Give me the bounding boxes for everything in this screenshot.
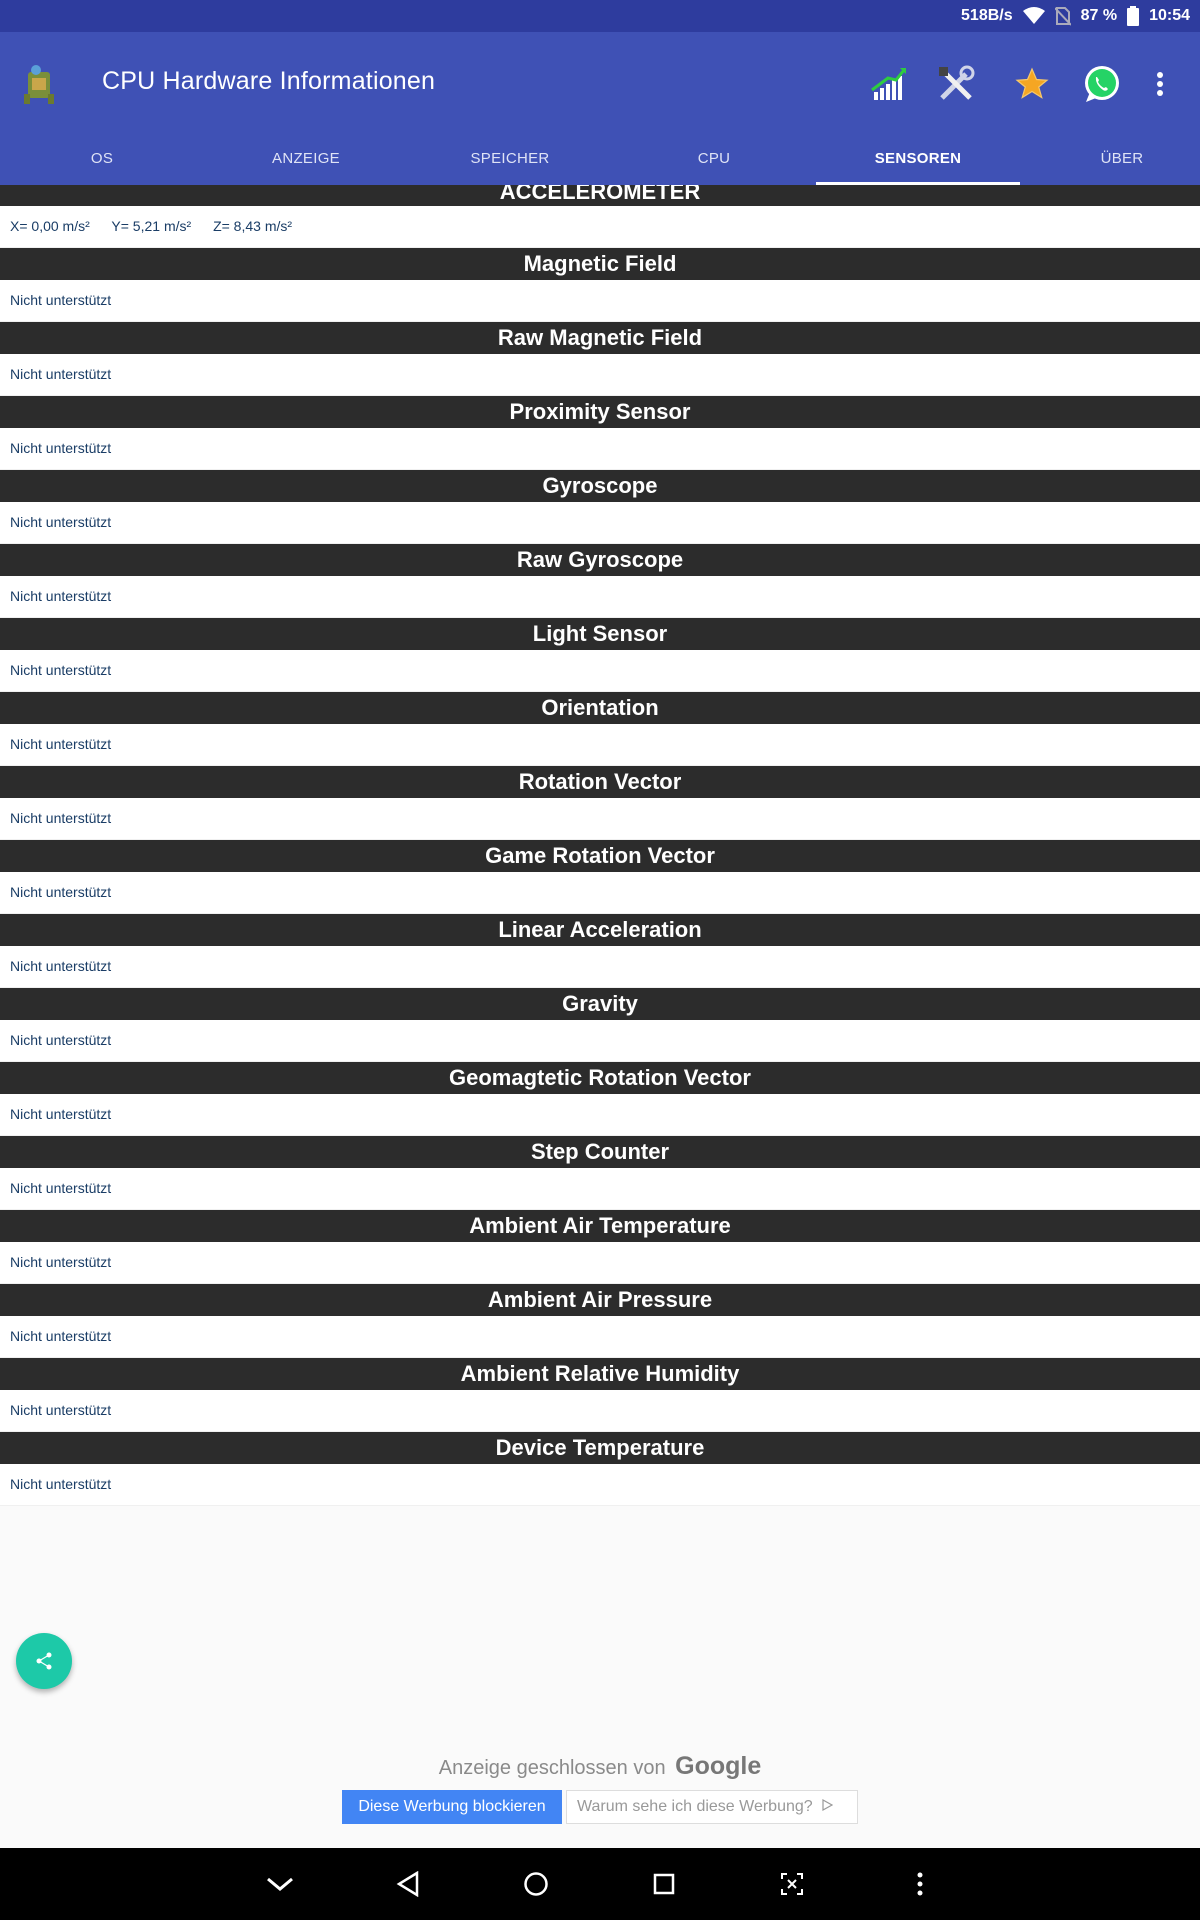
app-bar (0, 32, 1200, 185)
wifi-icon (1023, 7, 1045, 25)
google-brand: Google (675, 1752, 762, 1780)
section-header: Step Counter (0, 1136, 1200, 1168)
app-logo-icon (20, 62, 60, 106)
section-header: Proximity Sensor (0, 396, 1200, 428)
section-value: Nicht unterstützt (0, 1094, 1200, 1136)
section-header: Ambient Air Temperature (0, 1210, 1200, 1242)
why-ad-button[interactable] (566, 1790, 858, 1824)
why-ad-label: Warum sehe ich diese Werbung? (577, 1798, 813, 1815)
section-header: Rotation Vector (0, 766, 1200, 798)
section-header: Gravity (0, 988, 1200, 1020)
accel-y: Y= 5,21 m/s² (111, 218, 192, 234)
section-header: Device Temperature (0, 1432, 1200, 1464)
section-value: Nicht unterstützt (0, 1020, 1200, 1062)
tab-uber[interactable]: ÜBER (1100, 150, 1144, 167)
section-header: Game Rotation Vector (0, 840, 1200, 872)
section-header: Linear Acceleration (0, 914, 1200, 946)
system-nav-bar (0, 1848, 1200, 1920)
back-icon[interactable] (388, 1864, 428, 1904)
section-header: Raw Magnetic Field (0, 322, 1200, 354)
tools-icon[interactable] (932, 60, 980, 108)
tab-bar (0, 133, 1200, 185)
section-header: Magnetic Field (0, 248, 1200, 280)
block-ad-button[interactable]: Diese Werbung blockieren (342, 1790, 562, 1824)
section-value: Nicht unterstützt (0, 724, 1200, 766)
section-value: Nicht unterstützt (0, 502, 1200, 544)
section-header: Light Sensor (0, 618, 1200, 650)
section-header-accelerometer: ACCELEROMETER (0, 185, 1200, 206)
section-value: Nicht unterstützt (0, 1390, 1200, 1432)
accel-z: Z= 8,43 m/s² (213, 218, 293, 234)
section-value: Nicht unterstützt (0, 1168, 1200, 1210)
recents-icon[interactable] (644, 1864, 684, 1904)
share-button[interactable] (16, 1633, 72, 1689)
app-title: CPU Hardware Informationen (102, 67, 436, 95)
section-value: Nicht unterstützt (0, 280, 1200, 322)
net-speed: 518B/s (961, 7, 1013, 24)
section-header: Orientation (0, 692, 1200, 724)
accel-x: X= 0,00 m/s² (10, 218, 90, 234)
clock: 10:54 (1149, 7, 1190, 24)
section-value: Nicht unterstützt (0, 798, 1200, 840)
star-icon[interactable] (1008, 60, 1056, 108)
no-sim-icon (1055, 6, 1071, 26)
tab-speicher[interactable]: SPEICHER (470, 150, 550, 167)
section-value: Nicht unterstützt (0, 1464, 1200, 1506)
status-bar (0, 0, 1200, 32)
section-header: Raw Gyroscope (0, 544, 1200, 576)
section-value: Nicht unterstützt (0, 1316, 1200, 1358)
section-value: Nicht unterstützt (0, 354, 1200, 396)
ad-choices-icon (821, 1798, 833, 1815)
screenshot-icon[interactable] (772, 1864, 812, 1904)
section-header: Ambient Air Pressure (0, 1284, 1200, 1316)
battery-level: 87 % (1080, 7, 1118, 24)
overflow-menu-icon[interactable] (1136, 60, 1184, 108)
section-value: Nicht unterstützt (0, 946, 1200, 988)
ad-closed-text: Anzeige geschlossen von (438, 1757, 666, 1779)
sensor-list[interactable] (0, 185, 1200, 1506)
home-icon[interactable] (516, 1864, 556, 1904)
section-header: Gyroscope (0, 470, 1200, 502)
accelerometer-values (0, 206, 1200, 248)
section-value: Nicht unterstützt (0, 576, 1200, 618)
ad-closed-notice (0, 1752, 1200, 1781)
section-value: Nicht unterstützt (0, 650, 1200, 692)
tab-os[interactable]: OS (90, 150, 114, 167)
tab-cpu[interactable]: CPU (697, 150, 731, 167)
tab-anzeige[interactable]: ANZEIGE (272, 150, 340, 167)
section-value: Nicht unterstützt (0, 428, 1200, 470)
nav-more-icon[interactable] (900, 1864, 940, 1904)
section-header: Ambient Relative Humidity (0, 1358, 1200, 1390)
share-icon (34, 1651, 54, 1671)
section-header: Geomagtetic Rotation Vector (0, 1062, 1200, 1094)
section-value: Nicht unterstützt (0, 1242, 1200, 1284)
tab-sensoren[interactable]: SENSOREN (816, 133, 1020, 185)
battery-icon (1127, 6, 1139, 26)
chevron-down-icon[interactable] (260, 1864, 300, 1904)
section-value: Nicht unterstützt (0, 872, 1200, 914)
chart-up-icon[interactable] (864, 60, 912, 108)
whatsapp-icon[interactable] (1078, 60, 1126, 108)
